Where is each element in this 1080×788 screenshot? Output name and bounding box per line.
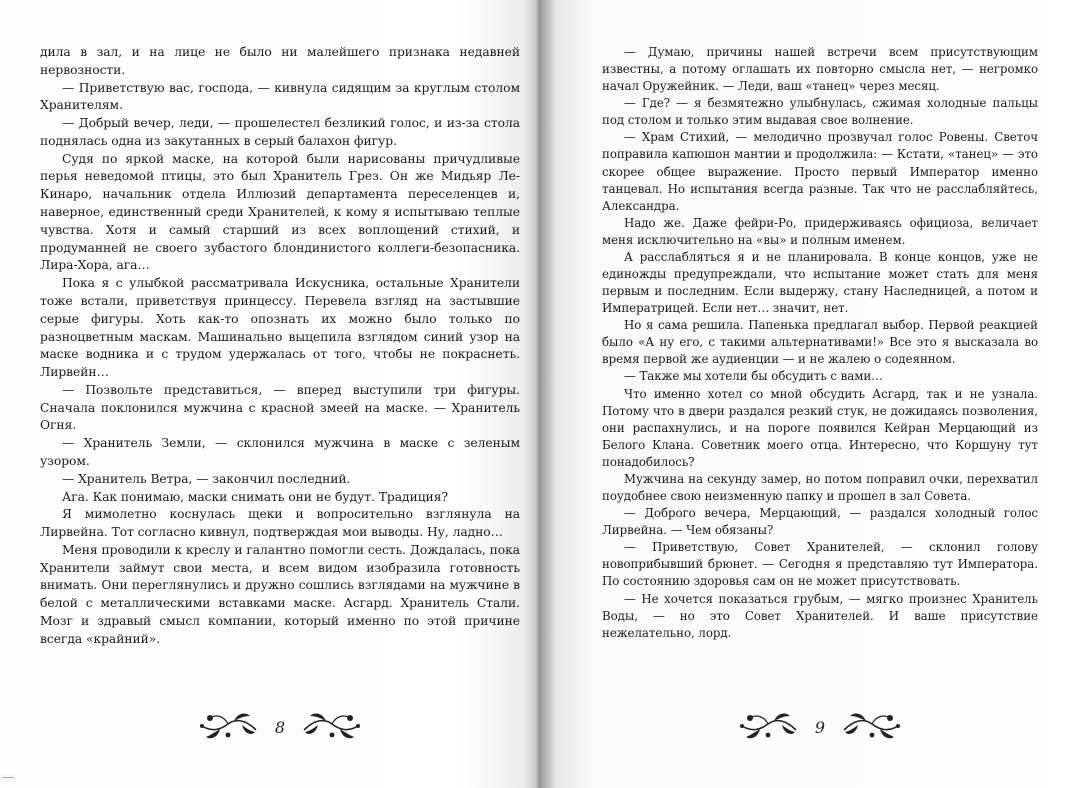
floral-ornament-icon <box>738 710 798 744</box>
paragraph: Пока я с улыбкой рассматривала Искусника, остальные Хранители тоже встали, приветствуя принцессу. Перевела взгляд на застывшие серые фигуры. Хоть как-то опознать их можно было только по разноцветным маскам. Машинально выцепила взглядом синий узор на маске водника и с трудом удержалась от того, чтобы не покраснеть. Лирвейн… <box>40 276 520 380</box>
paragraph: — Доброго вечера, Мерцающий, — раздался холодный голос Лирвейна. — Чем обязаны? <box>602 506 1038 538</box>
floral-ornament-icon <box>302 710 362 744</box>
left-page-footer <box>0 710 540 744</box>
paragraph: — Не хочется показаться грубым, — мягко произнес Хранитель Воды, — но это Совет Хранителей. И ваше присутствие нежелательно, лорд. <box>602 591 1038 640</box>
scan-corner-mark <box>2 777 14 786</box>
paragraph: — Хранитель Ветра, — закончил последний. <box>62 471 351 486</box>
left-page-text <box>40 44 520 649</box>
floral-ornament-icon <box>842 710 902 744</box>
right-page <box>540 0 1080 788</box>
page-number: 8 <box>274 717 286 737</box>
paragraph: Но я сама решила. Папенька предлагал выбор. Первой реакцией было «А ну его, с такими альтернативами!» Все это я высказала во время первой же аудиенции — и не жалею о содеянном. <box>602 318 1038 367</box>
paragraph: Надо же. Даже фейри-Ро, придерживаясь официоза, величает меня исключительно на «вы» и полным именем. <box>602 215 1038 247</box>
paragraph: — Хранитель Земли, — склонился мужчина в маске с зеленым узором. <box>40 436 520 468</box>
paragraph: — Где? — я безмятежно улыбнулась, сжимая холодные пальцы под столом и только этим выдавая свое волнение. <box>602 96 1038 128</box>
paragraph: А расслабляться я и не планировала. В конце концов, уже не единожды предупреждали, что испытание может стать для меня первым и последним. Если выдержу, стану Наследницей, а потом и Императрицей. Если нет… значит, нет. <box>602 249 1038 316</box>
right-page-text <box>602 44 1038 642</box>
paragraph: — Добрый вечер, леди, — прошелестел безликий голос, и из-за стола поднялась одна из закутанных в серый балахон фигур. <box>40 116 520 148</box>
right-page-footer <box>540 710 1080 744</box>
floral-ornament-icon <box>198 710 258 744</box>
paragraph: — Приветствую вас, господа, — кивнула сидящим за круглым столом Хранителям. <box>40 80 520 113</box>
paragraph: — Также мы хотели бы обсудить с вами… <box>624 369 883 384</box>
paragraph: Меня проводили к креслу и галантно помогли сесть. Дождалась, пока Хранители займут свои места, и всем видом изобразила готовность внимать. Они переглянулись и дружно сошлись взглядами на мужчине в белой с металлическими вставками маске. Асгард. Хранитель Стали. Мозг и здравый смысл компании, который именно по этой причине всегда «крайний». <box>40 542 520 646</box>
paragraph: Я мимолетно коснулась щеки и вопросительно взглянула на Лирвейна. Тот согласно кивнул, подтверждая мои выводы. Ну, ладно… <box>40 507 520 540</box>
paragraph: Что именно хотел со мной обсудить Асгард, так и не узнала. Потому что в двери раздался резкий стук, не дожидаясь позволения, они распахнулись, и на пороге появился Кейран Мерцающий из Белого Клана. Советник моего отца. Интересно, что Коршуну тут понадобилось? <box>602 386 1038 469</box>
paragraph: — Приветствую, Совет Хранителей, — склонил голову новоприбывший брюнет. — Сегодня я представляю тут Императора. По состоянию здоровья сам он не может присутствовать. <box>602 540 1038 589</box>
paragraph: Судя по яркой маске, на которой были нарисованы причудливые перья неведомой птицы, это был Хранитель Грез. Он же Мидьяр Ле-Кинаро, начальник отдела Иллюзий департамента переселенцев и, наверное, единственный среди Хранителей, к кому я испытываю теплые чувства. Хотя и самый старший из всех воплощений стихий, и продуманней не своего зубастого блондинистого коллеги-безопасника. Лира-Хора, ага… <box>40 151 520 273</box>
paragraph: дила в зал, и на лице не было ни малейшего признака недавней нервозности. <box>40 45 520 77</box>
paragraph: — Думаю, причины нашей встречи всем присутствующим известны, а потому оглашать их повторно смысла нет, — негромко начал Оружейник. — Леди, ваш «танец» через месяц. <box>602 45 1038 94</box>
page-number: 9 <box>814 717 826 737</box>
paragraph: — Храм Стихий, — мелодично прозвучал голос Ровены. Светоч поправила капюшон мантии и продолжила: — Кстати, «танец» — это скорее общее выражение. Просто первый Император именно танцевал. Но испытания всегда разные. Так что не расслабляйтесь, Александра. <box>602 130 1038 213</box>
paragraph: Ага. Как понимаю, маски снимать они не будут. Традиция? <box>62 489 448 504</box>
paragraph: Мужчина на секунду замер, но потом поправил очки, перехватил поудобнее свою неизменную папку и прошел в зал Совета. <box>602 471 1038 504</box>
paragraph: — Позвольте представиться, — вперед выступили три фигуры. Сначала поклонился мужчина с красной змеей на маске. — Хранитель Огня. <box>40 382 520 433</box>
